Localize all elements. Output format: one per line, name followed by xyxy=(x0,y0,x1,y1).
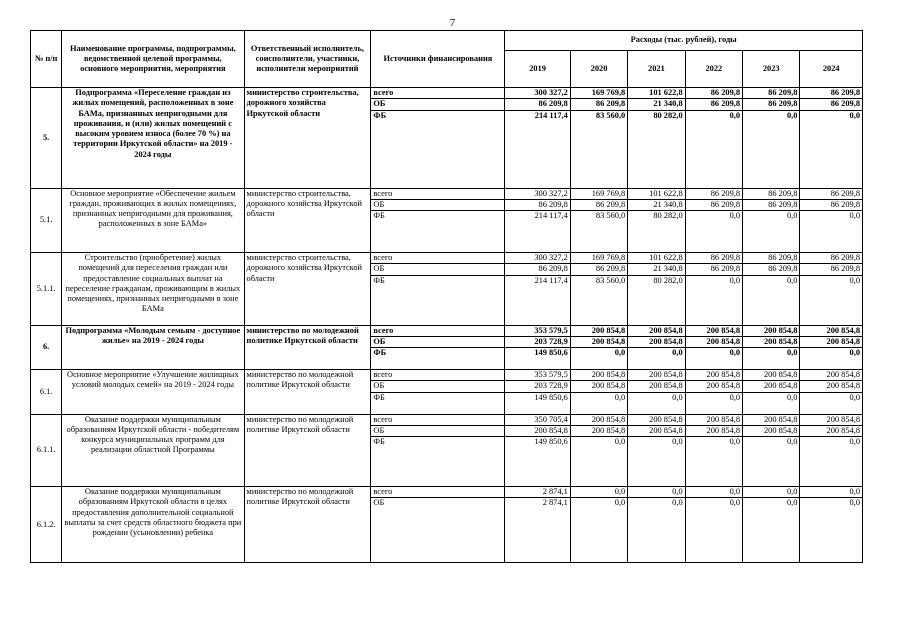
expense-value: 0,0 xyxy=(743,275,800,325)
activity-name: Основное мероприятие «Улучшение жилищных условий молодых семей» на 2019 - 2024 годы xyxy=(62,370,244,415)
header-year: 2024 xyxy=(800,51,863,88)
row-number: 6.1. xyxy=(31,370,62,415)
expense-value: 200 854,8 xyxy=(570,370,627,381)
expense-value: 86 209,8 xyxy=(743,99,800,110)
expense-value: 0,0 xyxy=(800,275,863,325)
table-row xyxy=(31,370,863,381)
expense-value: 200 854,8 xyxy=(570,336,627,347)
expense-value: 86 209,8 xyxy=(685,188,742,199)
funding-source: ФБ xyxy=(371,348,505,370)
expense-value: 0,0 xyxy=(743,437,800,487)
funding-source: всего xyxy=(371,88,505,99)
header-source: Источники финансирования xyxy=(371,31,505,88)
expense-value: 350 705,4 xyxy=(505,414,570,425)
expense-value: 200 854,8 xyxy=(570,414,627,425)
expense-value: 86 209,8 xyxy=(685,253,742,264)
funding-source: ФБ xyxy=(371,211,505,253)
row-number: 6.1.2. xyxy=(31,487,62,563)
expense-value: 86 209,8 xyxy=(743,188,800,199)
header-year: 2023 xyxy=(743,51,800,88)
expense-value: 300 327,2 xyxy=(505,253,570,264)
expense-value: 169 769,8 xyxy=(570,188,627,199)
expense-value: 200 854,8 xyxy=(570,425,627,436)
executor: министерство по молодежной политике Иркутской области xyxy=(244,414,371,487)
expense-value: 83 560,0 xyxy=(570,275,627,325)
funding-source: всего xyxy=(371,414,505,425)
expense-value: 0,0 xyxy=(628,348,685,370)
expense-value: 200 854,8 xyxy=(685,414,742,425)
expense-value: 200 854,8 xyxy=(628,381,685,392)
expense-value: 300 327,2 xyxy=(505,88,570,99)
executor: министерство по молодежной политике Иркутской области xyxy=(244,370,371,415)
expense-value: 0,0 xyxy=(685,437,742,487)
expense-value: 200 854,8 xyxy=(685,381,742,392)
expense-value: 200 854,8 xyxy=(628,336,685,347)
header-expenses: Расходы (тыс. рублей), годы xyxy=(505,31,863,51)
expense-value: 0,0 xyxy=(628,437,685,487)
expense-value: 200 854,8 xyxy=(743,381,800,392)
expense-value: 200 854,8 xyxy=(628,370,685,381)
expense-value: 86 209,8 xyxy=(685,99,742,110)
budget-table xyxy=(30,30,863,563)
table-row xyxy=(31,487,863,498)
expense-value: 214 117,4 xyxy=(505,275,570,325)
expense-value: 86 209,8 xyxy=(800,188,863,199)
activity-name: Подпрограмма «Молодым семьям - доступное жилье» на 2019 - 2024 годы xyxy=(62,325,244,370)
expense-value: 0,0 xyxy=(685,275,742,325)
expense-value: 21 340,8 xyxy=(628,99,685,110)
expense-value: 0,0 xyxy=(570,487,627,498)
expense-value: 0,0 xyxy=(800,110,863,188)
activity-name: Строительство (приобретение) жилых помещений для переселения граждан или предоставление социальных выплат на переселение гражданам, проживающим в жилых помещениях, признанных непригодными в зоне БАМа xyxy=(62,253,244,326)
expense-value: 101 622,8 xyxy=(628,188,685,199)
expense-value: 86 209,8 xyxy=(685,199,742,210)
expense-value: 200 854,8 xyxy=(800,425,863,436)
expense-value: 200 854,8 xyxy=(685,336,742,347)
expense-value: 0,0 xyxy=(743,110,800,188)
expense-value: 2 874,1 xyxy=(505,487,570,498)
header-num: № п/п xyxy=(31,31,62,88)
expense-value: 0,0 xyxy=(800,437,863,487)
executor: министерство строительства, дорожного хозяйства Иркутской области xyxy=(244,188,371,253)
header-year: 2021 xyxy=(628,51,685,88)
expense-value: 83 560,0 xyxy=(570,211,627,253)
expense-value: 0,0 xyxy=(570,392,627,414)
page-number: 7 xyxy=(449,17,456,29)
expense-value: 86 209,8 xyxy=(570,199,627,210)
expense-value: 0,0 xyxy=(628,487,685,498)
expense-value: 149 850,6 xyxy=(505,392,570,414)
row-number: 6.1.1. xyxy=(31,414,62,487)
expense-value: 200 854,8 xyxy=(505,425,570,436)
funding-source: ОБ xyxy=(371,199,505,210)
table-row xyxy=(31,188,863,199)
expense-value: 86 209,8 xyxy=(570,264,627,275)
table-row xyxy=(31,88,863,99)
expense-value: 200 854,8 xyxy=(628,414,685,425)
expense-value: 203 728,9 xyxy=(505,336,570,347)
expense-value: 80 282,0 xyxy=(628,275,685,325)
funding-source: всего xyxy=(371,253,505,264)
header-executor: Ответственный исполнитель, соисполнители, участники, исполнители мероприятий xyxy=(244,31,371,88)
expense-value: 200 854,8 xyxy=(570,381,627,392)
expense-value: 0,0 xyxy=(743,498,800,563)
activity-name: Подпрограмма «Переселение граждан из жилых помещений, расположенных в зоне БАМа, признанных непригодными для проживания, и (или) жилых помещений с высоким уровнем износа (более 70 %) на территории Иркутской области» на 2019 - 2024 годы xyxy=(62,88,244,189)
expense-value: 169 769,8 xyxy=(570,88,627,99)
expense-value: 0,0 xyxy=(570,437,627,487)
activity-name: Оказание поддержки муниципальным образованиям Иркутской области - победителям конкурса муниципальных программ для реализации областной Программы xyxy=(62,414,244,487)
expense-value: 86 209,8 xyxy=(800,199,863,210)
executor: министерство строительства, дорожного хозяйства Иркутской области xyxy=(244,253,371,326)
funding-source: ФБ xyxy=(371,110,505,188)
funding-source: всего xyxy=(371,487,505,498)
expense-value: 200 854,8 xyxy=(800,370,863,381)
expense-value: 86 209,8 xyxy=(743,88,800,99)
expense-value: 86 209,8 xyxy=(685,264,742,275)
expense-value: 0,0 xyxy=(800,348,863,370)
expense-value: 0,0 xyxy=(743,392,800,414)
expense-value: 86 209,8 xyxy=(800,88,863,99)
table-row xyxy=(31,325,863,336)
expense-value: 0,0 xyxy=(685,110,742,188)
expense-value: 353 579,5 xyxy=(505,325,570,336)
executor: министерство по молодежной политике Иркутской области xyxy=(244,487,371,563)
header-year: 2020 xyxy=(570,51,627,88)
funding-source: ОБ xyxy=(371,264,505,275)
expense-value: 0,0 xyxy=(800,498,863,563)
expense-value: 86 209,8 xyxy=(800,253,863,264)
funding-source: ОБ xyxy=(371,498,505,563)
activity-name: Основное мероприятие «Обеспечение жильем граждан, проживающих в жилых помещениях, признанных непригодными для проживания, расположенных в зоне БАМа» xyxy=(62,188,244,253)
expense-value: 203 728,9 xyxy=(505,381,570,392)
expense-value: 80 282,0 xyxy=(628,110,685,188)
funding-source: ФБ xyxy=(371,275,505,325)
executor: министерство по молодежной политике Иркутской области xyxy=(244,325,371,370)
expense-value: 86 209,8 xyxy=(685,88,742,99)
expense-value: 2 874,1 xyxy=(505,498,570,563)
funding-source: всего xyxy=(371,370,505,381)
expense-value: 0,0 xyxy=(685,392,742,414)
expense-value: 200 854,8 xyxy=(743,425,800,436)
expense-value: 86 209,8 xyxy=(570,99,627,110)
expense-value: 200 854,8 xyxy=(685,425,742,436)
expense-value: 0,0 xyxy=(685,487,742,498)
expense-value: 200 854,8 xyxy=(743,336,800,347)
expense-value: 149 850,6 xyxy=(505,348,570,370)
expense-value: 149 850,6 xyxy=(505,437,570,487)
expense-value: 200 854,8 xyxy=(800,336,863,347)
expense-value: 21 340,8 xyxy=(628,264,685,275)
expense-value: 200 854,8 xyxy=(800,381,863,392)
funding-source: ФБ xyxy=(371,437,505,487)
expense-value: 86 209,8 xyxy=(505,199,570,210)
expense-value: 214 117,4 xyxy=(505,211,570,253)
expense-value: 200 854,8 xyxy=(570,325,627,336)
expense-value: 0,0 xyxy=(570,498,627,563)
header-year: 2019 xyxy=(505,51,570,88)
expense-value: 169 769,8 xyxy=(570,253,627,264)
expense-value: 0,0 xyxy=(685,211,742,253)
expense-value: 0,0 xyxy=(800,392,863,414)
expense-value: 86 209,8 xyxy=(743,199,800,210)
expense-value: 0,0 xyxy=(628,498,685,563)
expense-value: 200 854,8 xyxy=(743,325,800,336)
expense-value: 83 560,0 xyxy=(570,110,627,188)
funding-source: ФБ xyxy=(371,392,505,414)
expense-value: 200 854,8 xyxy=(628,425,685,436)
expense-value: 200 854,8 xyxy=(685,325,742,336)
expense-value: 0,0 xyxy=(570,348,627,370)
expense-value: 200 854,8 xyxy=(800,414,863,425)
funding-source: всего xyxy=(371,188,505,199)
expense-value: 353 579,5 xyxy=(505,370,570,381)
expense-value: 0,0 xyxy=(800,487,863,498)
expense-value: 200 854,8 xyxy=(743,414,800,425)
expense-value: 86 209,8 xyxy=(505,264,570,275)
expense-value: 200 854,8 xyxy=(628,325,685,336)
expense-value: 86 209,8 xyxy=(800,99,863,110)
table-row xyxy=(31,414,863,425)
expense-value: 86 209,8 xyxy=(743,264,800,275)
funding-source: ОБ xyxy=(371,425,505,436)
expense-value: 0,0 xyxy=(743,211,800,253)
expense-value: 0,0 xyxy=(685,348,742,370)
expense-value: 86 209,8 xyxy=(743,253,800,264)
header-year: 2022 xyxy=(685,51,742,88)
activity-name: Оказание поддержки муниципальным образованиям Иркутской области в целях предоставления дополнительной социальной выплаты за счет средств областного бюджета при рождении (усыновлении) ребенка xyxy=(62,487,244,563)
row-number: 6. xyxy=(31,325,62,370)
funding-source: ОБ xyxy=(371,99,505,110)
header-name: Наименование программы, подпрограммы, ведомственной целевой программы, основного мероприятия, мероприятия xyxy=(62,31,244,88)
expense-value: 101 622,8 xyxy=(628,88,685,99)
expense-value: 200 854,8 xyxy=(743,370,800,381)
expense-value: 0,0 xyxy=(685,498,742,563)
expense-value: 214 117,4 xyxy=(505,110,570,188)
funding-source: ОБ xyxy=(371,336,505,347)
funding-source: всего xyxy=(371,325,505,336)
expense-value: 0,0 xyxy=(743,348,800,370)
expense-value: 300 327,2 xyxy=(505,188,570,199)
funding-source: ОБ xyxy=(371,381,505,392)
executor: министерство строительства, дорожного хозяйства Иркутской области xyxy=(244,88,371,189)
expense-value: 101 622,8 xyxy=(628,253,685,264)
table-row xyxy=(31,253,863,264)
expense-value: 0,0 xyxy=(800,211,863,253)
row-number: 5.1. xyxy=(31,188,62,253)
expense-value: 200 854,8 xyxy=(800,325,863,336)
expense-value: 86 209,8 xyxy=(800,264,863,275)
expense-value: 86 209,8 xyxy=(505,99,570,110)
row-number: 5. xyxy=(31,88,62,189)
expense-value: 0,0 xyxy=(743,487,800,498)
row-number: 5.1.1. xyxy=(31,253,62,326)
expense-value: 0,0 xyxy=(628,392,685,414)
expense-value: 21 340,8 xyxy=(628,199,685,210)
expense-value: 80 282,0 xyxy=(628,211,685,253)
expense-value: 200 854,8 xyxy=(685,370,742,381)
